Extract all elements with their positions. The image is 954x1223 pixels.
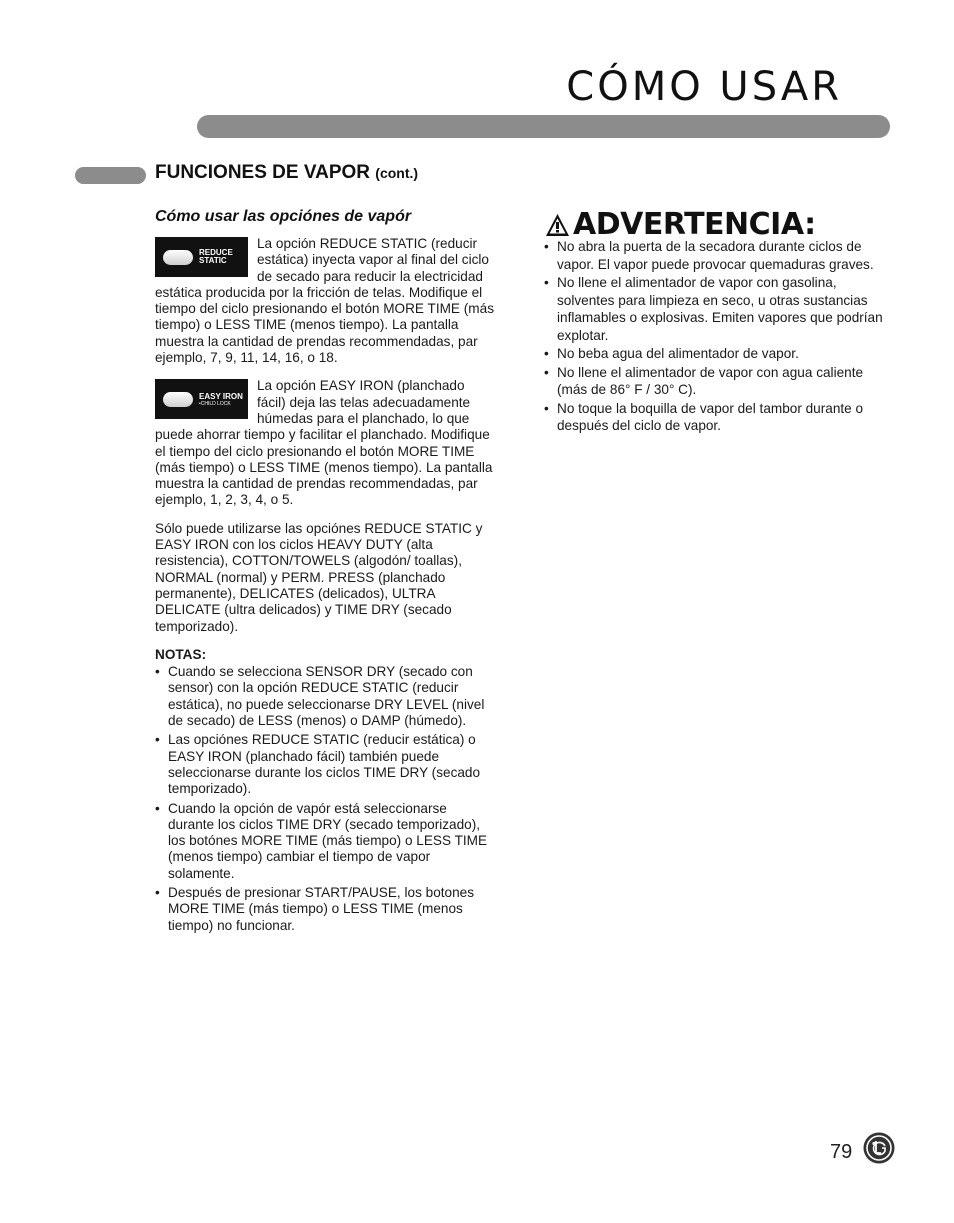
button-label-line-1: EASY IRON — [199, 392, 243, 402]
left-column — [155, 236, 495, 937]
warning-list — [544, 238, 884, 435]
list-item: • No abra la puerta de la secadora durante ciclos de vapor. El vapor puede provocar quemaduras graves. — [544, 238, 884, 273]
button-sublabel: •CHILD LOCK — [199, 401, 231, 408]
feature-text: La opción EASY IRON (planchado fácil) deja las telas adecuadamente húmedas para el planchado, lo que puede ahorrar tiempo y facilitar el planchado. Modifique el tiempo del ciclo presionando el botón MORE TIME (más tiempo) o LESS TIME (menos tiempo). La pantalla muestra la cantidad de prendas recommendadas, par ejemplo, 1, 2, 3, 4, o 5. — [155, 378, 493, 508]
feature-text: La opción REDUCE STATIC (reducir estática) inyecta vapor al final del ciclo de secado para reducir la electricidad estática producida por la fricción de telas. Modifique el tiempo del ciclo presionando el botón MORE TIME (más tiempo) o LESS TIME (menos tiempo). La pantalla muestra la cantidad de prendas recommendadas, par ejemplo, 7, 9, 11, 14, 16, o 18. — [155, 236, 494, 366]
button-label-line-1: REDUCE — [199, 248, 233, 257]
list-item: • Cuando se selecciona SENSOR DRY (secado con sensor) con la opción REDUCE STATIC (reducir estática), no puede seleccionarse DRY LEVEL (nivel de secado) de LESS (menos) o DAMP (húmedo). — [155, 664, 495, 729]
feature-easy-iron — [155, 378, 495, 508]
list-item: • Las opciónes REDUCE STATIC (reducir estática) o EASY IRON (planchado fácil) también puede seleccionarse durante los ciclos TIME DRY (secado temporizado). — [155, 732, 495, 797]
page-number: 79 — [830, 1141, 853, 1163]
warning-triangle-icon — [545, 213, 570, 237]
reduce-static-button-label — [199, 249, 233, 265]
warning-heading — [545, 207, 816, 242]
header-bar — [197, 115, 890, 138]
easy-iron-button-image — [155, 379, 248, 419]
notes-heading: NOTAS: — [155, 646, 207, 662]
lg-logo-icon — [863, 1132, 895, 1164]
section-title — [155, 162, 418, 184]
section-title-text: FUNCIONES DE VAPOR — [155, 162, 371, 183]
easy-iron-button-label — [199, 393, 243, 407]
right-column — [544, 238, 884, 436]
list-item: • Cuando la opción de vapór está seleccionarse durante los ciclos TIME DRY (secado temporizado), los botónes MORE TIME (más tiempo) o LESS TIME (menos tiempo) cambiar el tiempo de vapor solamente. — [155, 801, 495, 882]
list-item: • No beba agua del alimentador de vapor. — [544, 345, 884, 363]
list-item: • No llene el alimentador de vapor con agua caliente (más de 86° F / 30° C). — [544, 364, 884, 399]
button-indicator-icon — [163, 250, 193, 265]
section-title-cont: (cont.) — [375, 165, 419, 181]
section-marker — [75, 167, 146, 184]
reduce-static-button-image — [155, 237, 248, 277]
notes-list — [155, 664, 495, 934]
subheading: Cómo usar las opciónes de vapór — [155, 208, 412, 225]
button-indicator-icon — [163, 392, 193, 407]
warning-title: ADVERTENCIA: — [573, 207, 816, 242]
list-item: • Después de presionar START/PAUSE, los botones MORE TIME (más tiempo) o LESS TIME (menos tiempo) no funcionar. — [155, 885, 495, 934]
list-item: • No toque la boquilla de vapor del tambor durante o después del ciclo de vapor. — [544, 400, 884, 435]
page-title: CÓMO USAR — [566, 64, 842, 110]
button-label-line-2: STATIC — [199, 256, 227, 265]
cycles-paragraph: Sólo puede utilizarse las opciónes REDUCE STATIC y EASY IRON con los ciclos HEAVY DUTY (alta resistencia), COTTON/TOWELS (algodón/ toallas), NORMAL (normal) y PERM. PRESS (planchado permanente), DELICATES (delicados), ULTRA DELICATE (ultra delicados) y TIME DRY (secado temporizado). — [155, 520, 483, 634]
feature-reduce-static — [155, 236, 495, 366]
list-item: • No llene el alimentador de vapor con gasolina, solventes para limpieza en seco, u otras sustancias inflamables o explosivas. Emiten vapores que podrían explotar. — [544, 274, 884, 344]
